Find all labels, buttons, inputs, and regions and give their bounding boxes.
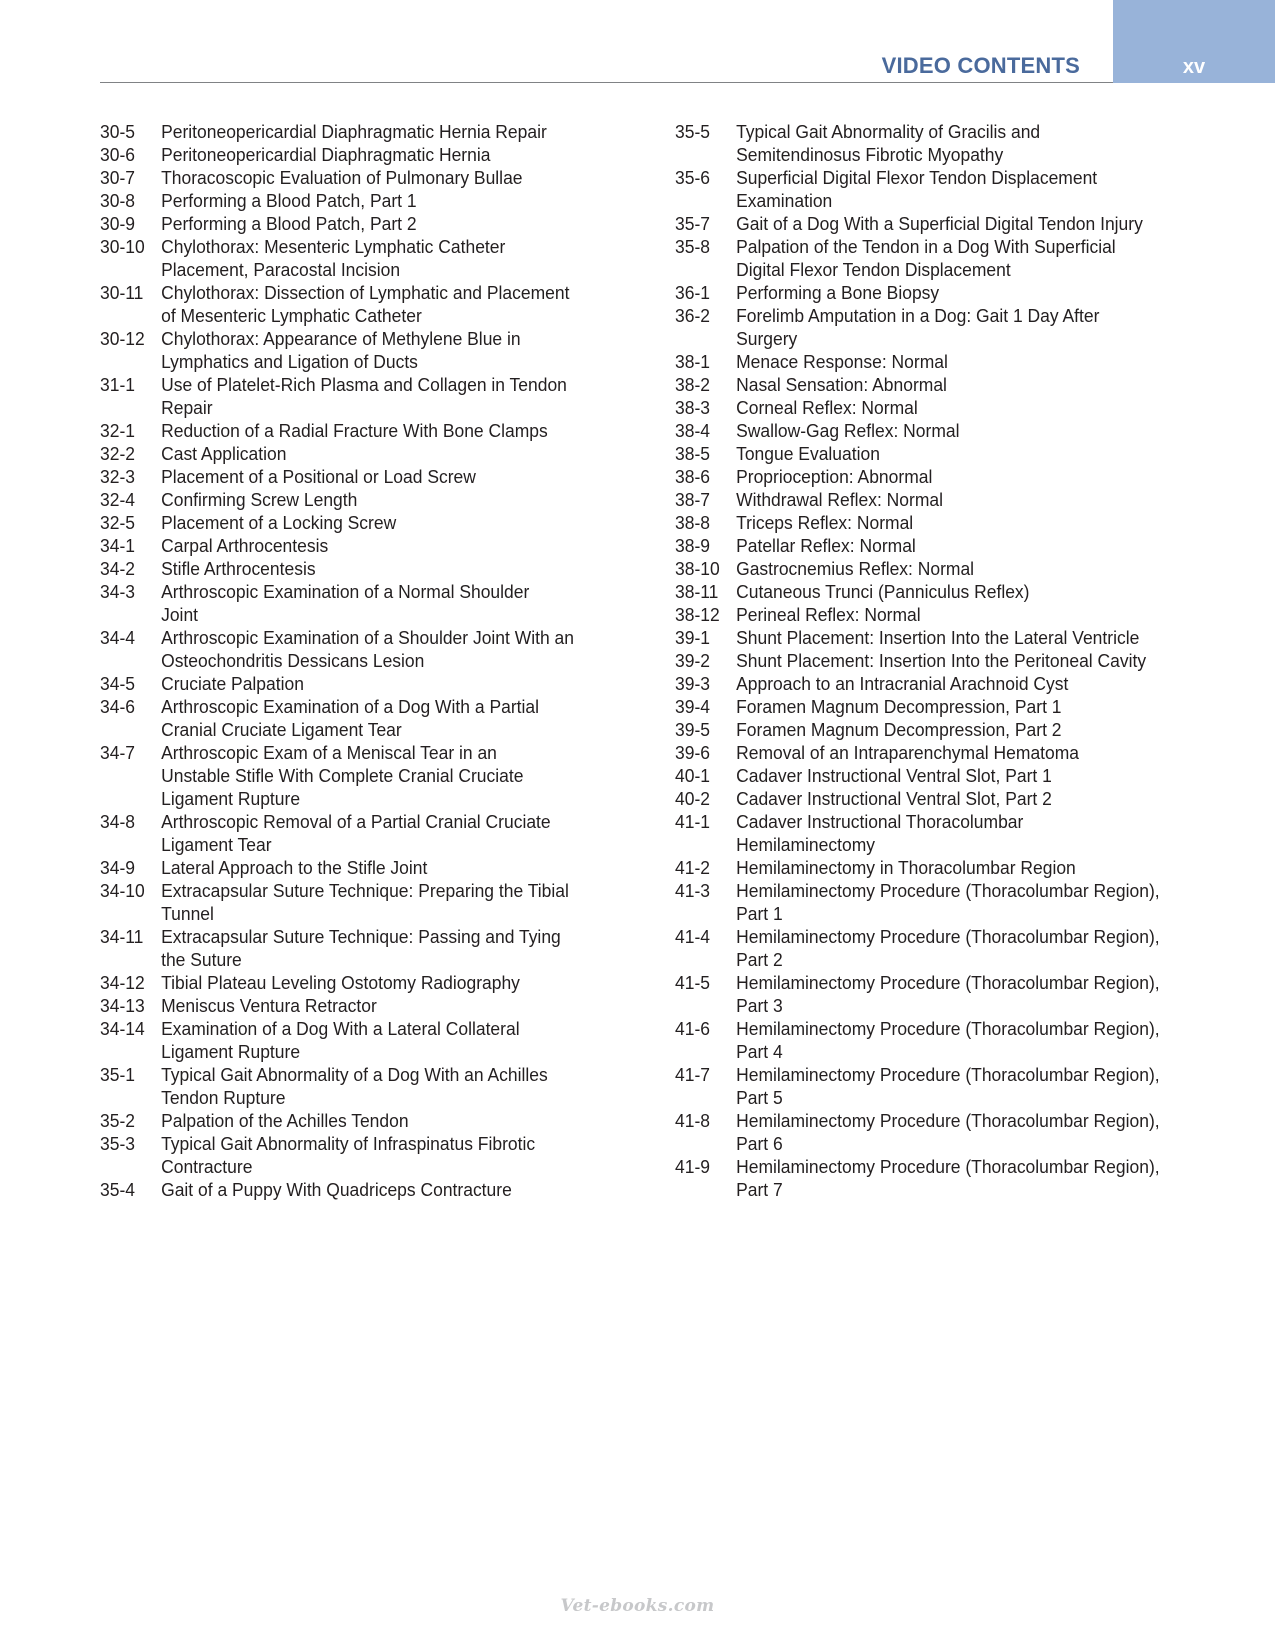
video-number: 30-8 [100,190,135,211]
video-number: 39-1 [675,627,710,648]
video-entry [100,1017,608,1063]
video-title: Performing a Blood Patch, Part 1 [161,190,417,211]
video-entry [675,419,1192,442]
video-number: 35-6 [675,167,710,188]
video-entry [100,442,608,465]
video-entry [675,166,1192,212]
video-title: Stifle Arthrocentesis [161,558,316,579]
video-title: Arthroscopic Examination of a Shoulder Joint With an Osteochondritis Dessicans Lesion [161,627,574,671]
video-number: 34-9 [100,857,135,878]
video-number: 36-1 [675,282,710,303]
video-entry [100,327,608,373]
video-number: 30-7 [100,167,135,188]
video-title: Cadaver Instructional Ventral Slot, Part 2 [736,788,1052,809]
video-entry [675,120,1192,166]
video-title: Arthroscopic Exam of a Meniscal Tear in an Unstable Stifle With Complete Cranial Cruciate Ligament Rupture [161,742,524,809]
video-entry [675,488,1192,511]
video-title: Hemilaminectomy in Thoracolumbar Region [736,857,1076,878]
video-entry [100,1063,608,1109]
video-number: 39-4 [675,696,710,717]
video-entry [675,304,1192,350]
video-title: Typical Gait Abnormality of Infraspinatus Fibrotic Contracture [161,1133,536,1177]
video-title: Proprioception: Abnormal [736,466,933,487]
video-title: Extracapsular Suture Technique: Passing and Tying the Suture [161,926,561,970]
video-entry [675,235,1192,281]
video-title: Hemilaminectomy Procedure (Thoracolumbar Region), Part 5 [736,1064,1160,1108]
video-entry [675,534,1192,557]
header-divider [100,82,1113,83]
video-number: 34-1 [100,535,135,556]
video-number: 35-4 [100,1179,135,1200]
video-title: Cadaver Instructional Thoracolumbar Hemilaminectomy [736,811,1024,855]
watermark-logo: Vet-ebooks.com [560,1596,715,1616]
video-number: 38-5 [675,443,710,464]
video-number: 41-4 [675,926,710,947]
video-title: Peritoneopericardial Diaphragmatic Hernia Repair [161,121,547,142]
video-entry [675,373,1192,396]
video-number: 39-5 [675,719,710,740]
video-title: Gastrocnemius Reflex: Normal [736,558,975,579]
video-entry [675,1109,1192,1155]
page-number: xv [1182,56,1206,78]
video-title: Shunt Placement: Insertion Into the Lateral Ventricle [736,627,1140,648]
video-title: Nasal Sensation: Abnormal [736,374,947,395]
video-number: 35-5 [675,121,710,142]
video-entry [100,534,608,557]
video-number: 35-8 [675,236,710,257]
video-entry [675,672,1192,695]
video-entry [100,994,608,1017]
video-number: 41-2 [675,857,710,878]
video-number: 30-9 [100,213,135,234]
video-entry [100,235,608,281]
video-title: Cruciate Palpation [161,673,304,694]
video-entry [675,1063,1192,1109]
video-number: 41-1 [675,811,710,832]
video-entry [100,1132,608,1178]
video-title: Peritoneopericardial Diaphragmatic Hernia [161,144,491,165]
video-title: Patellar Reflex: Normal [736,535,916,556]
video-title: Chylothorax: Dissection of Lymphatic and Placement of Mesenteric Lymphatic Catheter [161,282,570,326]
video-entry [100,143,608,166]
video-title: Tongue Evaluation [736,443,880,464]
video-entry [100,925,608,971]
video-entry [100,212,608,235]
video-entry [100,695,608,741]
video-entry [675,557,1192,580]
video-title: Hemilaminectomy Procedure (Thoracolumbar Region), Part 7 [736,1156,1160,1200]
video-title: Foramen Magnum Decompression, Part 2 [736,719,1062,740]
video-entry [675,879,1192,925]
video-entry [100,810,608,856]
video-entry [675,603,1192,626]
video-number: 30-5 [100,121,135,142]
video-entry [675,1017,1192,1063]
video-number: 32-5 [100,512,135,533]
video-number: 40-2 [675,788,710,809]
video-number: 30-12 [100,328,145,349]
video-title: Hemilaminectomy Procedure (Thoracolumbar Region), Part 1 [736,880,1160,924]
video-number: 34-11 [100,926,144,947]
video-number: 34-2 [100,558,135,579]
video-entry [100,373,608,419]
video-title: Palpation of the Tendon in a Dog With Superficial Digital Flexor Tendon Displacement [736,236,1116,280]
video-number: 38-2 [675,374,710,395]
video-entry [100,1109,608,1132]
video-number: 32-3 [100,466,135,487]
video-entry [100,419,608,442]
video-entry [675,1155,1192,1201]
video-number: 39-2 [675,650,710,671]
video-entry [675,350,1192,373]
video-title: Performing a Blood Patch, Part 2 [161,213,417,234]
video-title: Chylothorax: Appearance of Methylene Blue in Lymphatics and Ligation of Ducts [161,328,521,372]
video-number: 38-1 [675,351,710,372]
video-entry [675,925,1192,971]
video-entry [675,787,1192,810]
video-title: Placement of a Locking Screw [161,512,397,533]
video-number: 36-2 [675,305,710,326]
video-title: Tibial Plateau Leveling Ostotomy Radiography [161,972,520,993]
video-number: 30-11 [100,282,144,303]
video-number: 35-3 [100,1133,135,1154]
video-title: Carpal Arthrocentesis [161,535,329,556]
video-title: Typical Gait Abnormality of Gracilis and Semitendinosus Fibrotic Myopathy [736,121,1041,165]
video-title: Withdrawal Reflex: Normal [736,489,943,510]
video-title: Cutaneous Trunci (Panniculus Reflex) [736,581,1030,602]
video-title: Performing a Bone Biopsy [736,282,940,303]
video-title: Chylothorax: Mesenteric Lymphatic Catheter Placement, Paracostal Incision [161,236,506,280]
video-entry [100,741,608,810]
video-entry [100,189,608,212]
video-title: Examination of a Dog With a Lateral Collateral Ligament Rupture [161,1018,520,1062]
video-number: 41-8 [675,1110,710,1131]
video-number: 34-3 [100,581,135,602]
video-number: 35-2 [100,1110,135,1131]
video-entry [675,281,1192,304]
video-title: Foramen Magnum Decompression, Part 1 [736,696,1062,717]
video-number: 38-10 [675,558,720,579]
video-title: Thoracoscopic Evaluation of Pulmonary Bullae [161,167,523,188]
video-number: 40-1 [675,765,710,786]
video-title: Confirming Screw Length [161,489,358,510]
video-number: 34-13 [100,995,145,1016]
video-number: 38-12 [675,604,720,625]
video-number: 32-2 [100,443,135,464]
video-title: Arthroscopic Removal of a Partial Cranial Cruciate Ligament Tear [161,811,551,855]
video-number: 38-6 [675,466,710,487]
video-title: Hemilaminectomy Procedure (Thoracolumbar Region), Part 4 [736,1018,1160,1062]
video-title: Perineal Reflex: Normal [736,604,921,625]
video-number: 34-14 [100,1018,145,1039]
video-entry [100,557,608,580]
video-entry [675,396,1192,419]
video-number: 34-12 [100,972,145,993]
video-title: Gait of a Dog With a Superficial Digital Tendon Injury [736,213,1143,234]
video-entry [675,718,1192,741]
video-title: Use of Platelet-Rich Plasma and Collagen in Tendon Repair [161,374,567,418]
video-title: Gait of a Puppy With Quadriceps Contracture [161,1179,512,1200]
video-entry [100,626,608,672]
running-header-title: VIDEO CONTENTS [881,53,1080,78]
video-entry [100,465,608,488]
video-title: Arthroscopic Examination of a Dog With a Partial Cranial Cruciate Ligament Tear [161,696,539,740]
video-number: 34-7 [100,742,135,763]
video-entry [100,879,608,925]
video-entry [100,580,608,626]
video-number: 38-11 [675,581,719,602]
video-entry [675,810,1192,856]
video-entry [100,281,608,327]
video-entry [100,488,608,511]
video-number: 34-8 [100,811,135,832]
video-number: 38-3 [675,397,710,418]
video-title: Arthroscopic Examination of a Normal Shoulder Joint [161,581,530,625]
video-number: 32-1 [100,420,135,441]
video-title: Forelimb Amputation in a Dog: Gait 1 Day After Surgery [736,305,1100,349]
video-entry [675,971,1192,1017]
video-number: 32-4 [100,489,135,510]
video-entry [100,672,608,695]
video-title: Hemilaminectomy Procedure (Thoracolumbar Region), Part 3 [736,972,1160,1016]
video-entry [675,695,1192,718]
video-number: 41-5 [675,972,710,993]
video-entry [100,1178,608,1201]
video-number: 30-10 [100,236,145,257]
video-title: Lateral Approach to the Stifle Joint [161,857,428,878]
video-number: 35-1 [100,1064,135,1085]
video-title: Corneal Reflex: Normal [736,397,918,418]
video-title: Typical Gait Abnormality of a Dog With an Achilles Tendon Rupture [161,1064,548,1108]
video-entry [675,465,1192,488]
video-entry [675,741,1192,764]
video-entry [675,649,1192,672]
video-entry [100,856,608,879]
video-title: Meniscus Ventura Retractor [161,995,377,1016]
video-title: Swallow-Gag Reflex: Normal [736,420,960,441]
video-number: 34-4 [100,627,135,648]
video-number: 41-3 [675,880,710,901]
video-list-right-column [675,120,1225,1201]
video-number: 30-6 [100,144,135,165]
video-number: 38-7 [675,489,710,510]
video-number: 41-6 [675,1018,710,1039]
video-entry [675,212,1192,235]
video-title: Cast Application [161,443,287,464]
video-entry [675,580,1192,603]
video-number: 41-9 [675,1156,710,1177]
video-title: Placement of a Positional or Load Screw [161,466,476,487]
video-number: 38-4 [675,420,710,441]
video-list-left-column [100,120,640,1201]
video-entry [100,120,608,143]
video-number: 35-7 [675,213,710,234]
video-title: Menace Response: Normal [736,351,948,372]
video-title: Cadaver Instructional Ventral Slot, Part 1 [736,765,1052,786]
video-title: Reduction of a Radial Fracture With Bone Clamps [161,420,548,441]
video-number: 34-6 [100,696,135,717]
video-entry [100,971,608,994]
video-number: 34-5 [100,673,135,694]
video-title: Hemilaminectomy Procedure (Thoracolumbar Region), Part 6 [736,1110,1160,1154]
video-number: 34-10 [100,880,145,901]
video-title: Hemilaminectomy Procedure (Thoracolumbar Region), Part 2 [736,926,1160,970]
video-number: 39-6 [675,742,710,763]
video-entry [100,166,608,189]
video-title: Removal of an Intraparenchymal Hematoma [736,742,1080,763]
video-title: Approach to an Intracranial Arachnoid Cyst [736,673,1069,694]
video-entry [675,856,1192,879]
video-number: 39-3 [675,673,710,694]
video-title: Shunt Placement: Insertion Into the Peritoneal Cavity [736,650,1147,671]
video-number: 38-9 [675,535,710,556]
video-number: 41-7 [675,1064,710,1085]
video-title: Palpation of the Achilles Tendon [161,1110,409,1131]
video-title: Triceps Reflex: Normal [736,512,914,533]
video-entry [675,511,1192,534]
video-entry [675,764,1192,787]
video-number: 38-8 [675,512,710,533]
video-entry [100,511,608,534]
video-entry [675,442,1192,465]
video-title: Extracapsular Suture Technique: Preparing the Tibial Tunnel [161,880,569,924]
video-entry [675,626,1192,649]
video-number: 31-1 [100,374,135,395]
video-title: Superficial Digital Flexor Tendon Displacement Examination [736,167,1098,211]
